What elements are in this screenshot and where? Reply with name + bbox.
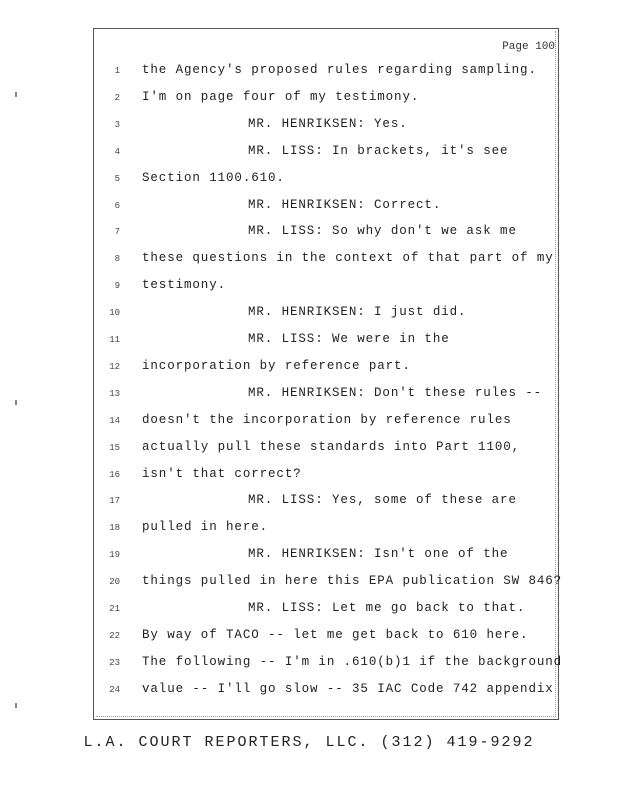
line-text: actually pull these standards into Part 1100, [142,439,521,454]
line-number: 10 [109,308,120,319]
line-number: 19 [109,550,120,561]
page-number: Page 100 [502,41,555,53]
transcript-line [0,628,618,648]
transcript-line [0,682,618,702]
line-text: these questions in the context of that part of my [142,251,554,266]
transcript-line [0,305,618,325]
transcript-line [0,171,618,191]
line-number: 24 [109,684,120,695]
line-text: The following -- I'm in .610(b)1 if the background [142,654,563,669]
transcript-line [0,386,618,406]
line-number: 18 [109,523,120,534]
transcript-line [0,520,618,540]
transcript-line [0,198,618,218]
transcript-line [0,359,618,379]
line-number: 22 [109,630,120,641]
line-text: testimony. [142,278,227,293]
line-text: MR. LISS: So why don't we ask me [248,224,517,239]
line-number: 17 [109,496,120,507]
line-text: pulled in here. [142,520,269,535]
transcript-line [0,90,618,110]
line-text: MR. LISS: Yes, some of these are [248,493,517,508]
transcript-line [0,278,618,298]
line-number: 16 [109,469,120,480]
transcript-line [0,467,618,487]
line-number: 4 [114,146,120,157]
line-number: 9 [114,281,120,292]
line-text: doesn't the incorporation by reference rules [142,412,512,427]
line-number: 20 [109,577,120,588]
line-text: value -- I'll go slow -- 35 IAC Code 742 appendix [142,681,554,696]
line-number: 23 [109,657,120,668]
scan-mark [15,92,17,97]
scan-mark [15,400,17,405]
line-number: 8 [114,254,120,265]
line-text: MR. HENRIKSEN: Yes. [248,116,408,131]
line-text: isn't that correct? [142,466,302,481]
line-text: the Agency's proposed rules regarding sampling. [142,63,537,77]
transcript-line [0,332,618,352]
transcript-line [0,440,618,460]
transcript-line [0,144,618,164]
line-number: 7 [114,227,120,238]
line-number: 5 [114,173,120,184]
line-text: MR. HENRIKSEN: Correct. [248,197,442,212]
scan-mark [15,703,17,708]
transcript-line [0,63,618,83]
line-text: MR. HENRIKSEN: I just did. [248,305,467,320]
line-number: 1 [114,66,120,76]
transcript-line [0,547,618,567]
line-number: 21 [109,604,120,614]
line-number: 11 [109,335,120,345]
line-number: 3 [114,119,120,130]
line-text: MR. LISS: In brackets, it's see [248,143,509,158]
transcript-line [0,224,618,244]
line-text: MR. HENRIKSEN: Don't these rules -- [248,385,543,400]
line-text: Section 1100.610. [142,170,285,185]
transcript-line [0,601,618,621]
line-number: 15 [109,442,120,453]
transcript-line [0,251,618,271]
transcript-line [0,117,618,137]
line-text: I'm on page four of my testimony. [142,89,420,104]
line-text: things pulled in here this EPA publication SW 846? [142,574,563,589]
line-text: incorporation by reference part. [142,358,411,373]
line-text: MR. HENRIKSEN: Isn't one of the [248,547,509,562]
transcript-line [0,413,618,433]
line-text: By way of TACO -- let me get back to 610 here. [142,627,529,642]
line-number: 6 [114,200,120,211]
line-number: 13 [109,388,120,399]
line-text: MR. LISS: Let me go back to that. [248,601,526,615]
line-number: 2 [114,92,120,103]
transcript-line [0,655,618,675]
line-text: MR. LISS: We were in the [248,332,450,346]
transcript-line [0,574,618,594]
line-number: 14 [109,415,120,426]
footer-reporter: L.A. COURT REPORTERS, LLC. (312) 419-9292 [83,734,535,751]
transcript-line [0,493,618,513]
line-number: 12 [109,361,120,372]
